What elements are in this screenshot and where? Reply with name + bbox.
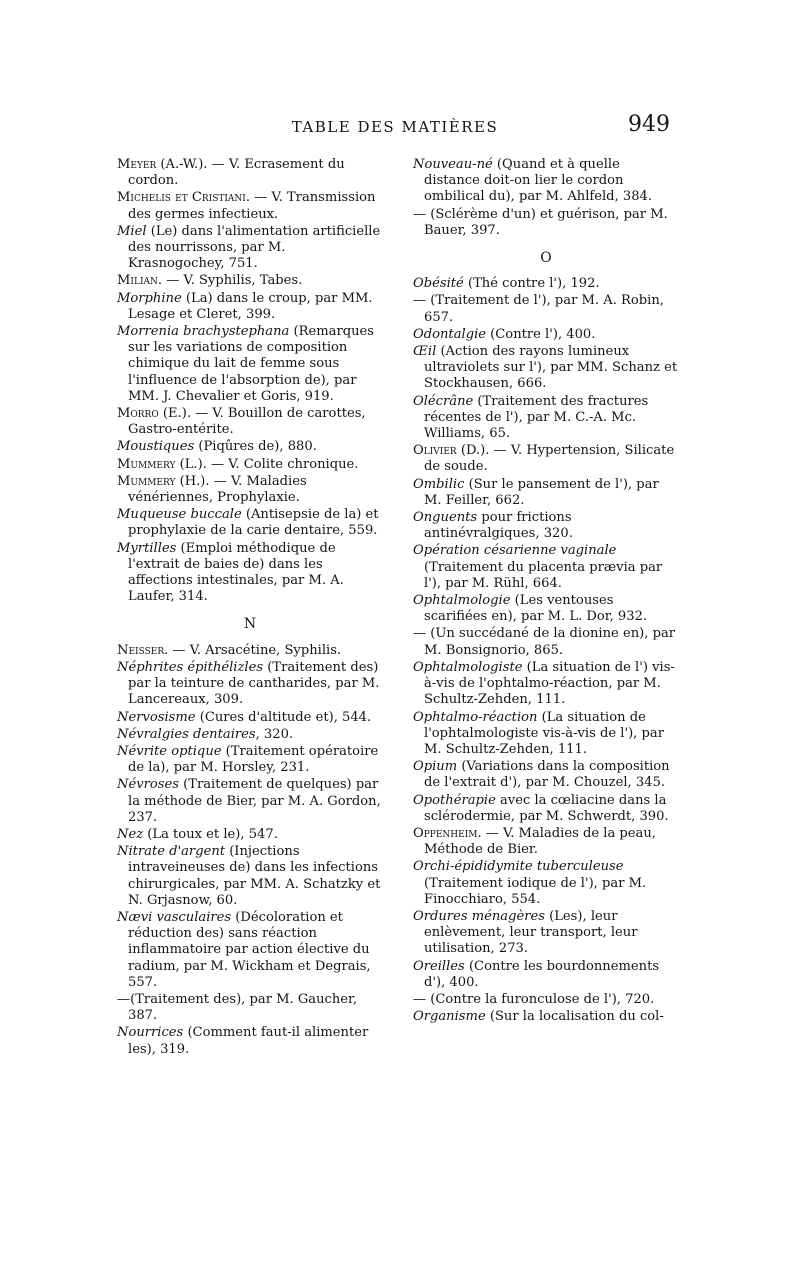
- entry-text: (Thé contre l'), 192.: [463, 276, 600, 292]
- entry-heading: Opium: [413, 759, 458, 775]
- entry-heading: Névralgies dentaires: [117, 726, 256, 742]
- index-entry: [117, 643, 383, 659]
- entry-text: (Les), leur enlèvement, leur transport, leur utilisation, 273.: [424, 908, 638, 957]
- entry-author: Oppenheim: [413, 825, 478, 841]
- entry-text: . — V. Maladies de la peau, Méthode de Bier.: [424, 825, 656, 858]
- index-entry: [117, 660, 383, 709]
- index-entry: [413, 793, 679, 825]
- entry-text: (Traitement du placenta prævia par l'), par M. Rühl, 664.: [424, 559, 663, 591]
- entry-heading: Obésité: [413, 276, 464, 292]
- index-entry: [413, 992, 679, 1008]
- entry-author: Neisser: [117, 642, 165, 658]
- entry-text: (Action des rayons lumineux ultraviolets sur l'), par MM. Schanz et Stockhausen, 666.: [424, 344, 678, 392]
- entry-text: (Contre les bourdonnements d'), 400.: [424, 958, 660, 990]
- index-entry: [413, 207, 679, 239]
- entry-text: —(Traitement des), par M. Gaucher, 387.: [117, 991, 358, 1024]
- entry-text: . — V. Arsacétine, Syphilis.: [164, 642, 342, 658]
- index-entry: [413, 293, 679, 325]
- entry-heading: Onguents: [413, 510, 478, 526]
- entry-text: (Emploi méthodique de l'extrait de baies de) dans les affections intestinales, par M. A. Laufer, 314.: [128, 540, 344, 605]
- index-entry: [117, 541, 383, 606]
- entry-text: (La situation de l'ophtalmologiste vis-à-vis de l'), par M. Schultz-Zehden, 111.: [424, 709, 664, 757]
- index-entry: [117, 324, 383, 405]
- entry-heading: Ophtalmologie: [413, 593, 511, 609]
- entry-heading: Oreilles: [413, 958, 465, 974]
- entry-heading: Névrite optique: [117, 743, 222, 759]
- section-letter-n: N: [243, 616, 257, 633]
- entry-text: (Quand et à quelle distance doit-on lier le cordon ombilical du), par M. Ahlfeld, 384.: [424, 157, 653, 205]
- index-entry: [117, 777, 383, 826]
- index-entry: [117, 827, 383, 843]
- index-entry: [117, 910, 383, 991]
- index-entry: [413, 443, 679, 475]
- entry-author: Olivier: [413, 443, 457, 459]
- index-entry: [413, 626, 679, 658]
- entry-text: (Traitement des) par la teinture de cantharides, par M. Lancereaux, 309.: [128, 659, 380, 708]
- entry-author: Milian: [117, 273, 158, 289]
- running-title: TABLE DES MATIÈRES: [291, 118, 499, 136]
- index-entry: [117, 744, 383, 776]
- entry-text: (H.). — V. Maladies vénériennes, Prophylaxie.: [128, 473, 307, 506]
- index-entry: [117, 457, 383, 473]
- entry-text: (Antisepsie de la) et prophylaxie de la carie dentaire, 559.: [128, 507, 379, 539]
- entry-text: . — V. Transmission des germes infectieux.: [128, 190, 376, 222]
- entry-heading: Morphine: [117, 290, 182, 306]
- entry-text: (Le) dans l'alimentation artificielle des nourrissons, par M. Krasnogochey, 751.: [128, 223, 381, 272]
- index-entry: [413, 859, 679, 908]
- index-entry: [413, 959, 679, 991]
- index-entry: [117, 157, 383, 189]
- entry-text: , 320.: [255, 726, 294, 742]
- entry-text: pour frictions antinévralgiques, 320.: [424, 510, 573, 542]
- entry-text: (La) dans le croup, par MM. Lesage et Cleret, 399.: [128, 290, 373, 322]
- entry-heading: Nervosisme: [117, 709, 196, 725]
- page-number: 949: [628, 112, 670, 137]
- entry-text: (Les ventouses scarifiées en), par M. L. Dor, 932.: [424, 593, 648, 625]
- n-entry-list: [117, 643, 383, 1058]
- entry-text: . — V. Syphilis, Tabes.: [157, 273, 303, 289]
- entry-text: avec la cœliacine dans la sclérodermie, par M. Schwerdt, 390.: [424, 792, 669, 824]
- entry-text: (Traitement des fractures récentes de l'), par M. C.-A. Mc. Williams, 65.: [424, 393, 649, 442]
- entry-heading: Ophtalmo-réaction: [413, 709, 538, 725]
- index-entry: [413, 593, 679, 625]
- entry-author: Mummery: [117, 473, 176, 489]
- index-entry: [413, 394, 679, 443]
- entry-author: Meyer: [117, 157, 157, 172]
- entry-heading: Ordures ménagères: [413, 908, 545, 924]
- entry-heading: Opothérapie: [413, 792, 496, 808]
- index-entry: [413, 477, 679, 509]
- index-entry: [117, 224, 383, 273]
- index-entry: [413, 543, 679, 592]
- index-entry: [413, 1009, 679, 1025]
- entry-heading: Nitrate d'argent: [117, 844, 226, 860]
- index-entry: [117, 710, 383, 726]
- entry-heading: Ombilic: [413, 476, 465, 492]
- index-entry: [413, 276, 679, 292]
- index-entry: [117, 439, 383, 455]
- index-entry: [413, 327, 679, 343]
- entry-text: (D.). — V. Hypertension, Silicate de soude.: [424, 443, 675, 475]
- index-entry: [413, 826, 679, 858]
- entry-text: — (Sclérème d'un) et guérison, par M. Bauer, 397.: [413, 206, 668, 238]
- index-entry: [413, 510, 679, 542]
- entry-text: (Comment faut-il alimenter les), 319.: [128, 1025, 369, 1057]
- entry-text: (Décoloration et réduction des) sans réaction inflammatoire par action élective du radium, par M. Wickham et Degrais, 557.: [128, 909, 371, 990]
- index-entry: [117, 406, 383, 438]
- left-entry-list: [117, 157, 383, 605]
- index-entry: [117, 1025, 383, 1057]
- index-entry: [413, 759, 679, 791]
- index-entry: [117, 992, 383, 1024]
- running-header: [120, 114, 670, 144]
- entry-heading: Nouveau-né: [413, 157, 493, 172]
- index-entry: [117, 727, 383, 743]
- index-entry: [117, 474, 383, 506]
- entry-text: — (Un succédané de la dionine en), par M. Bonsignorio, 865.: [413, 626, 676, 658]
- entry-text: (Traitement opératoire de la), par M. Horsley, 231.: [128, 743, 379, 776]
- entry-heading: Moustiques: [117, 439, 195, 455]
- entry-text: (Sur la localisation du col-: [485, 1009, 664, 1025]
- entry-heading: Morrenia brachystephana: [117, 324, 290, 340]
- index-entry: [117, 190, 383, 222]
- index-entry: [117, 507, 383, 539]
- entry-text: (Traitement de quelques) par la méthode de Bier, par M. A. Gordon, 237.: [128, 777, 381, 825]
- index-entry: [117, 844, 383, 909]
- entry-text: (La situation de l') vis-à-vis de l'ophtalmo-réaction, par M. Schultz-Zehden, 111.: [424, 659, 675, 708]
- entry-text: (Sur le pansement de l'), par M. Feiller, 662.: [424, 476, 659, 508]
- entry-text: (A.-W.). — V. Ecrasement du cordon.: [128, 157, 345, 189]
- entry-text: (Cures d'altitude et), 544.: [195, 709, 372, 725]
- entry-text: (L.). — V. Colite chronique.: [175, 456, 359, 472]
- entry-heading: Nævi vasculaires: [117, 909, 232, 925]
- entry-text: (Remarques sur les variations de composition chimique du lait de femme sous l'influence de l'absorption de), par MM. J. Chevalier et Goris, 919.: [128, 324, 375, 404]
- index-entry: [117, 291, 383, 323]
- entry-heading: Miel: [117, 223, 147, 239]
- entry-text: (Traitement iodique de l'), par M. Finocchiaro, 554.: [424, 875, 647, 907]
- entry-author: Morro: [117, 406, 159, 422]
- right-top-entry-list: [413, 157, 679, 239]
- entry-heading: Nourrices: [117, 1025, 184, 1041]
- right-column: [413, 157, 679, 1025]
- entry-heading: Olécrâne: [413, 393, 474, 409]
- entry-text: — (Traitement de l'), par M. A. Robin, 657.: [413, 293, 664, 325]
- index-entry: [117, 273, 383, 289]
- entry-heading: Néphrites épithélizles: [117, 659, 264, 675]
- entry-heading: Muqueuse buccale: [117, 507, 242, 523]
- entry-author: Michelis et Cristiani: [117, 190, 246, 206]
- entry-heading: Myrtilles: [117, 540, 177, 556]
- index-entry: [413, 909, 679, 958]
- entry-heading: Œil: [413, 344, 437, 360]
- entry-heading: Opération césarienne vaginale: [413, 543, 617, 559]
- entry-text: (Injections intraveineuses de) dans les infections chirurgicales, par MM. A. Schatzky et N. Grjasnow, 60.: [128, 844, 381, 908]
- entry-heading: Organisme: [413, 1009, 486, 1025]
- index-entry: [413, 157, 679, 206]
- entry-heading: Orchi-épididymite tuberculeuse: [413, 859, 624, 875]
- entry-text: (Piqûres de), 880.: [194, 439, 317, 455]
- entry-text: (La toux et le), 547.: [143, 826, 278, 842]
- index-entry: [413, 344, 679, 393]
- o-entry-list: [413, 276, 679, 1025]
- index-entry: [413, 710, 679, 759]
- section-letter-o: O: [540, 250, 552, 267]
- left-column: [117, 157, 383, 1058]
- entry-text: (E.). — V. Bouillon de carottes, Gastro-entérite.: [128, 406, 366, 438]
- entry-heading: Ophtalmologiste: [413, 659, 523, 675]
- index-entry: [413, 660, 679, 709]
- entry-text: (Contre l'), 400.: [486, 326, 596, 342]
- entry-heading: Nez: [117, 826, 144, 842]
- entry-text: — (Contre la furonculose de l'), 720.: [413, 991, 655, 1007]
- entry-heading: Odontalgie: [413, 326, 487, 342]
- entry-author: Mummery: [117, 456, 176, 472]
- entry-heading: Névroses: [117, 777, 179, 793]
- entry-text: (Variations dans la composition de l'extrait d'), par M. Chouzel, 345.: [424, 759, 670, 791]
